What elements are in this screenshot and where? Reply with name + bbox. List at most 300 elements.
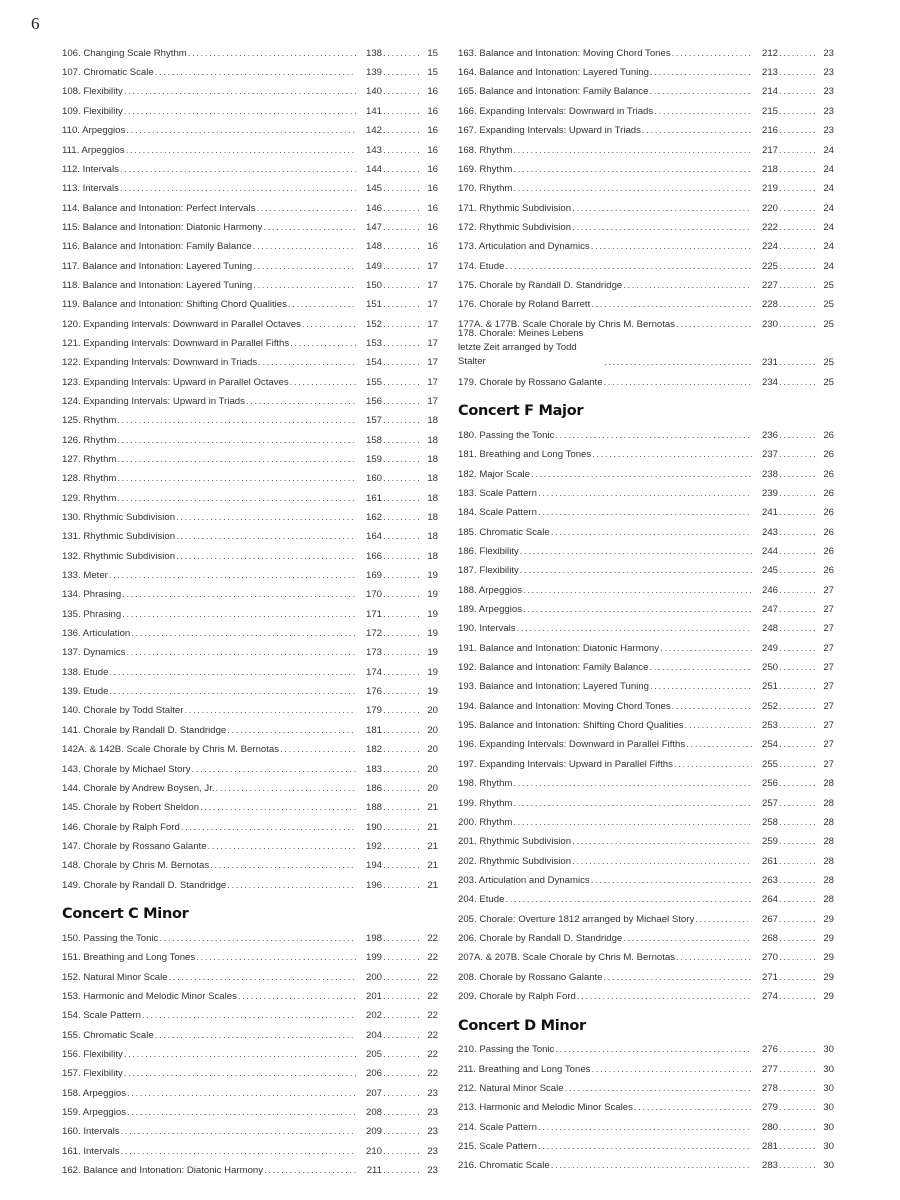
dot-leader bbox=[121, 590, 356, 601]
dot-leader bbox=[382, 223, 422, 234]
student-page-number: 22 bbox=[427, 971, 438, 983]
dot-leader bbox=[571, 837, 752, 848]
entry-title: 110. Arpeggios bbox=[62, 126, 126, 137]
student-page-number: 23 bbox=[823, 47, 834, 59]
conductor-page-number: 146 bbox=[365, 202, 382, 214]
dot-leader bbox=[530, 470, 752, 481]
conductor-page-number: 198 bbox=[365, 932, 382, 944]
entry-title: 157. Flexibility bbox=[62, 1069, 123, 1080]
dot-leader bbox=[116, 455, 356, 466]
entry-title: 166. Expanding Intervals: Downward in Triads bbox=[458, 106, 654, 117]
dot-leader bbox=[125, 648, 356, 659]
entry-title: 135. Phrasing bbox=[62, 609, 122, 620]
dot-leader bbox=[199, 803, 356, 814]
toc-entry bbox=[458, 291, 834, 310]
entry-title: 178. Chorale: Meines Lebens letzte Zeit arranged by Todd Stalter bbox=[458, 328, 584, 367]
toc-entry bbox=[458, 693, 834, 712]
entry-title: 165. Balance and Intonation: Family Balance bbox=[458, 87, 649, 98]
dot-leader bbox=[279, 745, 356, 756]
dot-leader bbox=[289, 378, 356, 389]
student-page-number: 24 bbox=[823, 260, 834, 272]
dot-leader bbox=[116, 494, 356, 505]
entry-title: 116. Balance and Intonation: Family Balance bbox=[62, 242, 252, 253]
toc-entry bbox=[62, 291, 438, 310]
dot-leader bbox=[590, 1065, 752, 1076]
student-page-number: 22 bbox=[427, 1029, 438, 1041]
conductor-page-number: 248 bbox=[761, 623, 778, 635]
entry-title: 170. Rhythm bbox=[458, 184, 513, 195]
entry-title: 127. Rhythm bbox=[62, 455, 117, 466]
dot-leader bbox=[120, 1147, 356, 1158]
conductor-page-number: 241 bbox=[761, 507, 778, 519]
toc-entry bbox=[62, 582, 438, 601]
toc-entry bbox=[62, 814, 438, 833]
conductor-page-number: 249 bbox=[761, 642, 778, 654]
conductor-page-number: 281 bbox=[761, 1141, 778, 1153]
dot-leader bbox=[262, 223, 356, 234]
conductor-page-number: 147 bbox=[365, 221, 382, 233]
entry-title: 156. Flexibility bbox=[62, 1049, 123, 1060]
dot-leader bbox=[123, 87, 356, 98]
dot-leader bbox=[504, 895, 752, 906]
student-page-number: 27 bbox=[823, 623, 834, 635]
entry-title: 198. Rhythm bbox=[458, 779, 513, 790]
dot-leader bbox=[778, 605, 818, 616]
student-page-number: 25 bbox=[823, 357, 834, 369]
dot-leader bbox=[245, 397, 356, 408]
entry-title: 120. Expanding Intervals: Downward in Parallel Octaves bbox=[62, 319, 301, 330]
toc-entry bbox=[62, 601, 438, 620]
conductor-page-number: 219 bbox=[761, 183, 778, 195]
conductor-page-number: 204 bbox=[365, 1029, 382, 1041]
entry-title: 174. Etude bbox=[458, 261, 505, 272]
entry-title: 106. Changing Scale Rhythm bbox=[62, 48, 187, 59]
dot-leader bbox=[778, 68, 818, 79]
entry-title: 183. Scale Pattern bbox=[458, 489, 537, 500]
entry-title: 121. Expanding Intervals: Downward in Parallel Fifths bbox=[62, 338, 290, 349]
dot-leader bbox=[778, 450, 818, 461]
toc-entry bbox=[458, 732, 834, 751]
toc-entry bbox=[458, 1056, 834, 1075]
student-page-number: 27 bbox=[823, 642, 834, 654]
conductor-page-number: 238 bbox=[761, 468, 778, 480]
conductor-page-number: 243 bbox=[761, 526, 778, 538]
student-page-number: 20 bbox=[427, 724, 438, 736]
conductor-page-number: 144 bbox=[365, 163, 382, 175]
conductor-page-number: 267 bbox=[761, 913, 778, 925]
conductor-page-number: 250 bbox=[761, 662, 778, 674]
dot-leader bbox=[382, 552, 422, 563]
dot-leader bbox=[252, 281, 356, 292]
toc-entry bbox=[62, 1080, 438, 1099]
dot-leader bbox=[778, 358, 818, 369]
conductor-page-number: 171 bbox=[365, 608, 382, 620]
dot-leader bbox=[778, 876, 818, 887]
dot-leader bbox=[116, 416, 356, 427]
dot-leader bbox=[382, 784, 422, 795]
conductor-page-number: 276 bbox=[761, 1044, 778, 1056]
dot-leader bbox=[382, 494, 422, 505]
conductor-page-number: 200 bbox=[365, 971, 382, 983]
student-page-number: 18 bbox=[427, 473, 438, 485]
conductor-page-number: 261 bbox=[761, 855, 778, 867]
entry-title: 188. Arpeggios bbox=[458, 585, 523, 596]
dot-leader bbox=[512, 165, 752, 176]
conductor-page-number: 199 bbox=[365, 952, 382, 964]
entry-title: 113. Intervals bbox=[62, 184, 119, 195]
conductor-page-number: 252 bbox=[761, 700, 778, 712]
student-page-number: 23 bbox=[427, 1165, 438, 1177]
dot-leader bbox=[108, 571, 356, 582]
student-page-number: 27 bbox=[823, 758, 834, 770]
conductor-page-number: 151 bbox=[365, 299, 382, 311]
dot-leader bbox=[675, 953, 752, 964]
dot-leader bbox=[382, 204, 422, 215]
dot-leader bbox=[641, 126, 752, 137]
student-page-number: 22 bbox=[427, 932, 438, 944]
dot-leader bbox=[512, 779, 752, 790]
toc-entry bbox=[458, 886, 834, 905]
toc-entry bbox=[62, 156, 438, 175]
entry-title: 214. Scale Pattern bbox=[458, 1122, 537, 1133]
dot-leader bbox=[603, 973, 752, 984]
toc-entry bbox=[62, 272, 438, 291]
student-page-number: 24 bbox=[823, 221, 834, 233]
conductor-page-number: 253 bbox=[761, 720, 778, 732]
student-page-number: 18 bbox=[427, 512, 438, 524]
conductor-page-number: 174 bbox=[365, 666, 382, 678]
dot-leader bbox=[778, 204, 818, 215]
dot-leader bbox=[252, 262, 356, 273]
entry-title: 180. Passing the Tonic bbox=[458, 430, 555, 441]
conductor-page-number: 188 bbox=[365, 802, 382, 814]
dot-leader bbox=[778, 320, 818, 331]
student-page-number: 16 bbox=[427, 86, 438, 98]
toc-entry bbox=[458, 809, 834, 828]
conductor-page-number: 155 bbox=[365, 376, 382, 388]
entry-title: 186. Flexibility bbox=[458, 547, 519, 558]
conductor-page-number: 228 bbox=[761, 299, 778, 311]
conductor-page-number: 230 bbox=[761, 318, 778, 330]
conductor-page-number: 278 bbox=[761, 1082, 778, 1094]
toc-entry bbox=[458, 616, 834, 635]
dot-leader bbox=[778, 586, 818, 597]
dot-leader bbox=[778, 547, 818, 558]
toc-entry bbox=[62, 543, 438, 562]
entry-title: 182. Major Scale bbox=[458, 469, 530, 480]
conductor-page-number: 173 bbox=[365, 647, 382, 659]
student-page-number: 29 bbox=[823, 932, 834, 944]
entry-title: 212. Natural Minor Scale bbox=[458, 1083, 564, 1094]
entry-title: 151. Breathing and Long Tones bbox=[62, 953, 196, 964]
dot-leader bbox=[119, 165, 356, 176]
dot-leader bbox=[382, 726, 422, 737]
dot-leader bbox=[778, 1065, 818, 1076]
entry-title: 167. Expanding Intervals: Upward in Triads bbox=[458, 126, 641, 137]
dot-leader bbox=[550, 528, 752, 539]
dot-leader bbox=[382, 706, 422, 717]
entry-title: 176. Chorale by Roland Barrett bbox=[458, 300, 591, 311]
dot-leader bbox=[778, 87, 818, 98]
dot-leader bbox=[522, 605, 752, 616]
dot-leader bbox=[263, 1166, 356, 1177]
conductor-page-number: 214 bbox=[761, 86, 778, 98]
conductor-page-number: 162 bbox=[365, 512, 382, 524]
entry-title: 132. Rhythmic Subdivision bbox=[62, 551, 176, 562]
toc-entry bbox=[62, 925, 438, 944]
conductor-page-number: 194 bbox=[365, 860, 382, 872]
toc-entry bbox=[458, 330, 834, 369]
entry-title: 162. Balance and Intonation: Diatonic Harmony bbox=[62, 1166, 264, 1177]
dot-leader bbox=[649, 68, 752, 79]
dot-leader bbox=[382, 590, 422, 601]
conductor-page-number: 157 bbox=[365, 415, 382, 427]
conductor-page-number: 152 bbox=[365, 318, 382, 330]
student-page-number: 20 bbox=[427, 763, 438, 775]
dot-leader bbox=[778, 682, 818, 693]
dot-leader bbox=[778, 223, 818, 234]
dot-leader bbox=[576, 992, 752, 1003]
student-page-number: 27 bbox=[823, 720, 834, 732]
entry-title: 197. Expanding Intervals: Upward in Parallel Fifths bbox=[458, 759, 673, 770]
entry-title: 124. Expanding Intervals: Upward in Triads bbox=[62, 396, 245, 407]
conductor-page-number: 218 bbox=[761, 163, 778, 175]
dot-leader bbox=[778, 470, 818, 481]
conductor-page-number: 182 bbox=[365, 744, 382, 756]
conductor-page-number: 268 bbox=[761, 932, 778, 944]
conductor-page-number: 139 bbox=[365, 67, 382, 79]
conductor-page-number: 154 bbox=[365, 357, 382, 369]
dot-leader bbox=[522, 586, 752, 597]
student-page-number: 28 bbox=[823, 836, 834, 848]
dot-leader bbox=[382, 416, 422, 427]
entry-title: 202. Rhythmic Subdivision bbox=[458, 856, 572, 867]
toc-entry bbox=[458, 480, 834, 499]
conductor-page-number: 190 bbox=[365, 821, 382, 833]
entry-title: 175. Chorale by Randall D. Standridge bbox=[458, 280, 623, 291]
section-heading: Concert D Minor bbox=[458, 1017, 586, 1034]
conductor-page-number: 208 bbox=[365, 1107, 382, 1119]
toc-entry bbox=[62, 408, 438, 427]
dot-leader bbox=[187, 49, 356, 60]
student-page-number: 23 bbox=[823, 105, 834, 117]
dot-leader bbox=[382, 358, 422, 369]
student-page-number: 22 bbox=[427, 1068, 438, 1080]
conductor-page-number: 225 bbox=[761, 260, 778, 272]
toc-entry bbox=[62, 852, 438, 871]
conductor-page-number: 141 bbox=[365, 105, 382, 117]
dot-leader bbox=[571, 223, 752, 234]
dot-leader bbox=[673, 760, 752, 771]
dot-leader bbox=[778, 915, 818, 926]
student-page-number: 23 bbox=[427, 1126, 438, 1138]
toc-entry bbox=[62, 640, 438, 659]
dot-leader bbox=[778, 992, 818, 1003]
toc-entry bbox=[458, 558, 834, 577]
dot-leader bbox=[382, 87, 422, 98]
dot-leader bbox=[382, 1108, 422, 1119]
toc-entry bbox=[458, 848, 834, 867]
student-page-number: 19 bbox=[427, 589, 438, 601]
entry-title: 142A. & 142B. Scale Chorale by Chris M. Bernotas bbox=[62, 745, 280, 756]
toc-entry bbox=[62, 659, 438, 678]
entry-title: 118. Balance and Intonation: Layered Tuning bbox=[62, 280, 253, 291]
toc-entry bbox=[458, 538, 834, 557]
conductor-page-number: 186 bbox=[365, 782, 382, 794]
dot-leader bbox=[694, 915, 752, 926]
student-page-number: 21 bbox=[427, 840, 438, 852]
dot-leader bbox=[382, 823, 422, 834]
toc-entry bbox=[458, 925, 834, 944]
conductor-page-number: 176 bbox=[365, 686, 382, 698]
entry-title: 107. Chromatic Scale bbox=[62, 68, 154, 79]
entry-title: 172. Rhythmic Subdivision bbox=[458, 222, 572, 233]
dot-leader bbox=[648, 663, 752, 674]
toc-entry bbox=[62, 562, 438, 581]
toc-entry bbox=[62, 620, 438, 639]
dot-leader bbox=[671, 49, 752, 60]
conductor-page-number: 206 bbox=[365, 1068, 382, 1080]
entry-title: 208. Chorale by Rossano Galante bbox=[458, 972, 603, 983]
dot-leader bbox=[301, 320, 356, 331]
toc-entry bbox=[458, 442, 834, 461]
dot-leader bbox=[382, 765, 422, 776]
dot-leader bbox=[778, 760, 818, 771]
toc-entry bbox=[62, 175, 438, 194]
dot-leader bbox=[590, 300, 752, 311]
student-page-number: 19 bbox=[427, 686, 438, 698]
entry-title: 194. Balance and Intonation: Moving Chord Tones bbox=[458, 701, 671, 712]
toc-entry bbox=[62, 1003, 438, 1022]
entry-title: 112. Intervals bbox=[62, 164, 119, 175]
conductor-page-number: 213 bbox=[761, 67, 778, 79]
dot-leader bbox=[120, 1127, 356, 1138]
dot-leader bbox=[237, 992, 356, 1003]
dot-leader bbox=[382, 262, 422, 273]
dot-leader bbox=[382, 184, 422, 195]
dot-leader bbox=[207, 842, 356, 853]
entry-title: 161. Intervals bbox=[62, 1146, 120, 1157]
student-page-number: 29 bbox=[823, 971, 834, 983]
entry-title: 184. Scale Pattern bbox=[458, 508, 537, 519]
dot-leader bbox=[116, 474, 356, 485]
dot-leader bbox=[571, 857, 752, 868]
toc-entry bbox=[458, 906, 834, 925]
student-page-number: 26 bbox=[823, 507, 834, 519]
student-page-number: 30 bbox=[823, 1082, 834, 1094]
student-page-number: 18 bbox=[427, 492, 438, 504]
dot-leader bbox=[659, 644, 752, 655]
dot-leader bbox=[504, 262, 752, 273]
toc-entry bbox=[62, 446, 438, 465]
dot-leader bbox=[226, 881, 356, 892]
dot-leader bbox=[778, 281, 818, 292]
dot-leader bbox=[382, 107, 422, 118]
toc-entry bbox=[458, 828, 834, 847]
dot-leader bbox=[255, 204, 356, 215]
dot-leader bbox=[382, 648, 422, 659]
entry-title: 126. Rhythm bbox=[62, 435, 117, 446]
conductor-page-number: 150 bbox=[365, 279, 382, 291]
student-page-number: 26 bbox=[823, 546, 834, 558]
dot-leader bbox=[382, 474, 422, 485]
dot-leader bbox=[537, 489, 752, 500]
student-page-number: 18 bbox=[427, 434, 438, 446]
toc-entry bbox=[62, 117, 438, 136]
entry-title: 185. Chromatic Scale bbox=[458, 527, 550, 538]
student-page-number: 22 bbox=[427, 1048, 438, 1060]
toc-entry bbox=[458, 117, 834, 136]
toc-entry bbox=[458, 983, 834, 1002]
entry-title: 189. Arpeggios bbox=[458, 605, 523, 616]
dot-leader bbox=[778, 49, 818, 60]
student-page-number: 26 bbox=[823, 429, 834, 441]
toc-entry bbox=[458, 712, 834, 731]
toc-entry bbox=[458, 195, 834, 214]
dot-leader bbox=[226, 726, 356, 737]
toc-entry bbox=[62, 1061, 438, 1080]
dot-leader bbox=[382, 49, 422, 60]
dot-leader bbox=[382, 1011, 422, 1022]
toc-entry bbox=[62, 1022, 438, 1041]
dot-leader bbox=[252, 242, 356, 253]
student-page-number: 23 bbox=[427, 1107, 438, 1119]
dot-leader bbox=[778, 1103, 818, 1114]
conductor-page-number: 254 bbox=[761, 739, 778, 751]
student-page-number: 17 bbox=[427, 299, 438, 311]
dot-leader bbox=[633, 1103, 752, 1114]
dot-leader bbox=[180, 823, 356, 834]
dot-leader bbox=[382, 861, 422, 872]
conductor-page-number: 149 bbox=[365, 260, 382, 272]
dot-leader bbox=[287, 300, 356, 311]
toc-entry bbox=[458, 137, 834, 156]
entry-title: 207A. & 207B. Scale Chorale by Chris M. Bernotas bbox=[458, 953, 676, 964]
conductor-page-number: 164 bbox=[365, 531, 382, 543]
entry-title: 187. Flexibility bbox=[458, 566, 519, 577]
entry-title: 131. Rhythmic Subdivision bbox=[62, 532, 176, 543]
conductor-page-number: 237 bbox=[761, 449, 778, 461]
toc-entry bbox=[62, 330, 438, 349]
dot-leader bbox=[154, 68, 356, 79]
toc-entry bbox=[458, 272, 834, 291]
conductor-page-number: 196 bbox=[365, 879, 382, 891]
entry-title: 136. Articulation bbox=[62, 629, 131, 640]
conductor-page-number: 205 bbox=[365, 1048, 382, 1060]
student-page-number: 25 bbox=[823, 318, 834, 330]
dot-leader bbox=[116, 436, 356, 447]
toc-entry bbox=[62, 872, 438, 891]
dot-leader bbox=[516, 624, 752, 635]
dot-leader bbox=[778, 431, 818, 442]
entry-title: 134. Phrasing bbox=[62, 590, 122, 601]
conductor-page-number: 279 bbox=[761, 1102, 778, 1114]
dot-leader bbox=[603, 358, 752, 369]
toc-entry bbox=[62, 59, 438, 78]
dot-leader bbox=[126, 1108, 356, 1119]
student-page-number: 28 bbox=[823, 855, 834, 867]
dot-leader bbox=[382, 973, 422, 984]
toc-entry bbox=[458, 674, 834, 693]
student-page-number: 30 bbox=[823, 1160, 834, 1172]
dot-leader bbox=[778, 857, 818, 868]
toc-entry bbox=[458, 867, 834, 886]
toc-entry bbox=[62, 736, 438, 755]
conductor-page-number: 159 bbox=[365, 454, 382, 466]
student-page-number: 24 bbox=[823, 183, 834, 195]
conductor-page-number: 274 bbox=[761, 990, 778, 1002]
conductor-page-number: 172 bbox=[365, 628, 382, 640]
